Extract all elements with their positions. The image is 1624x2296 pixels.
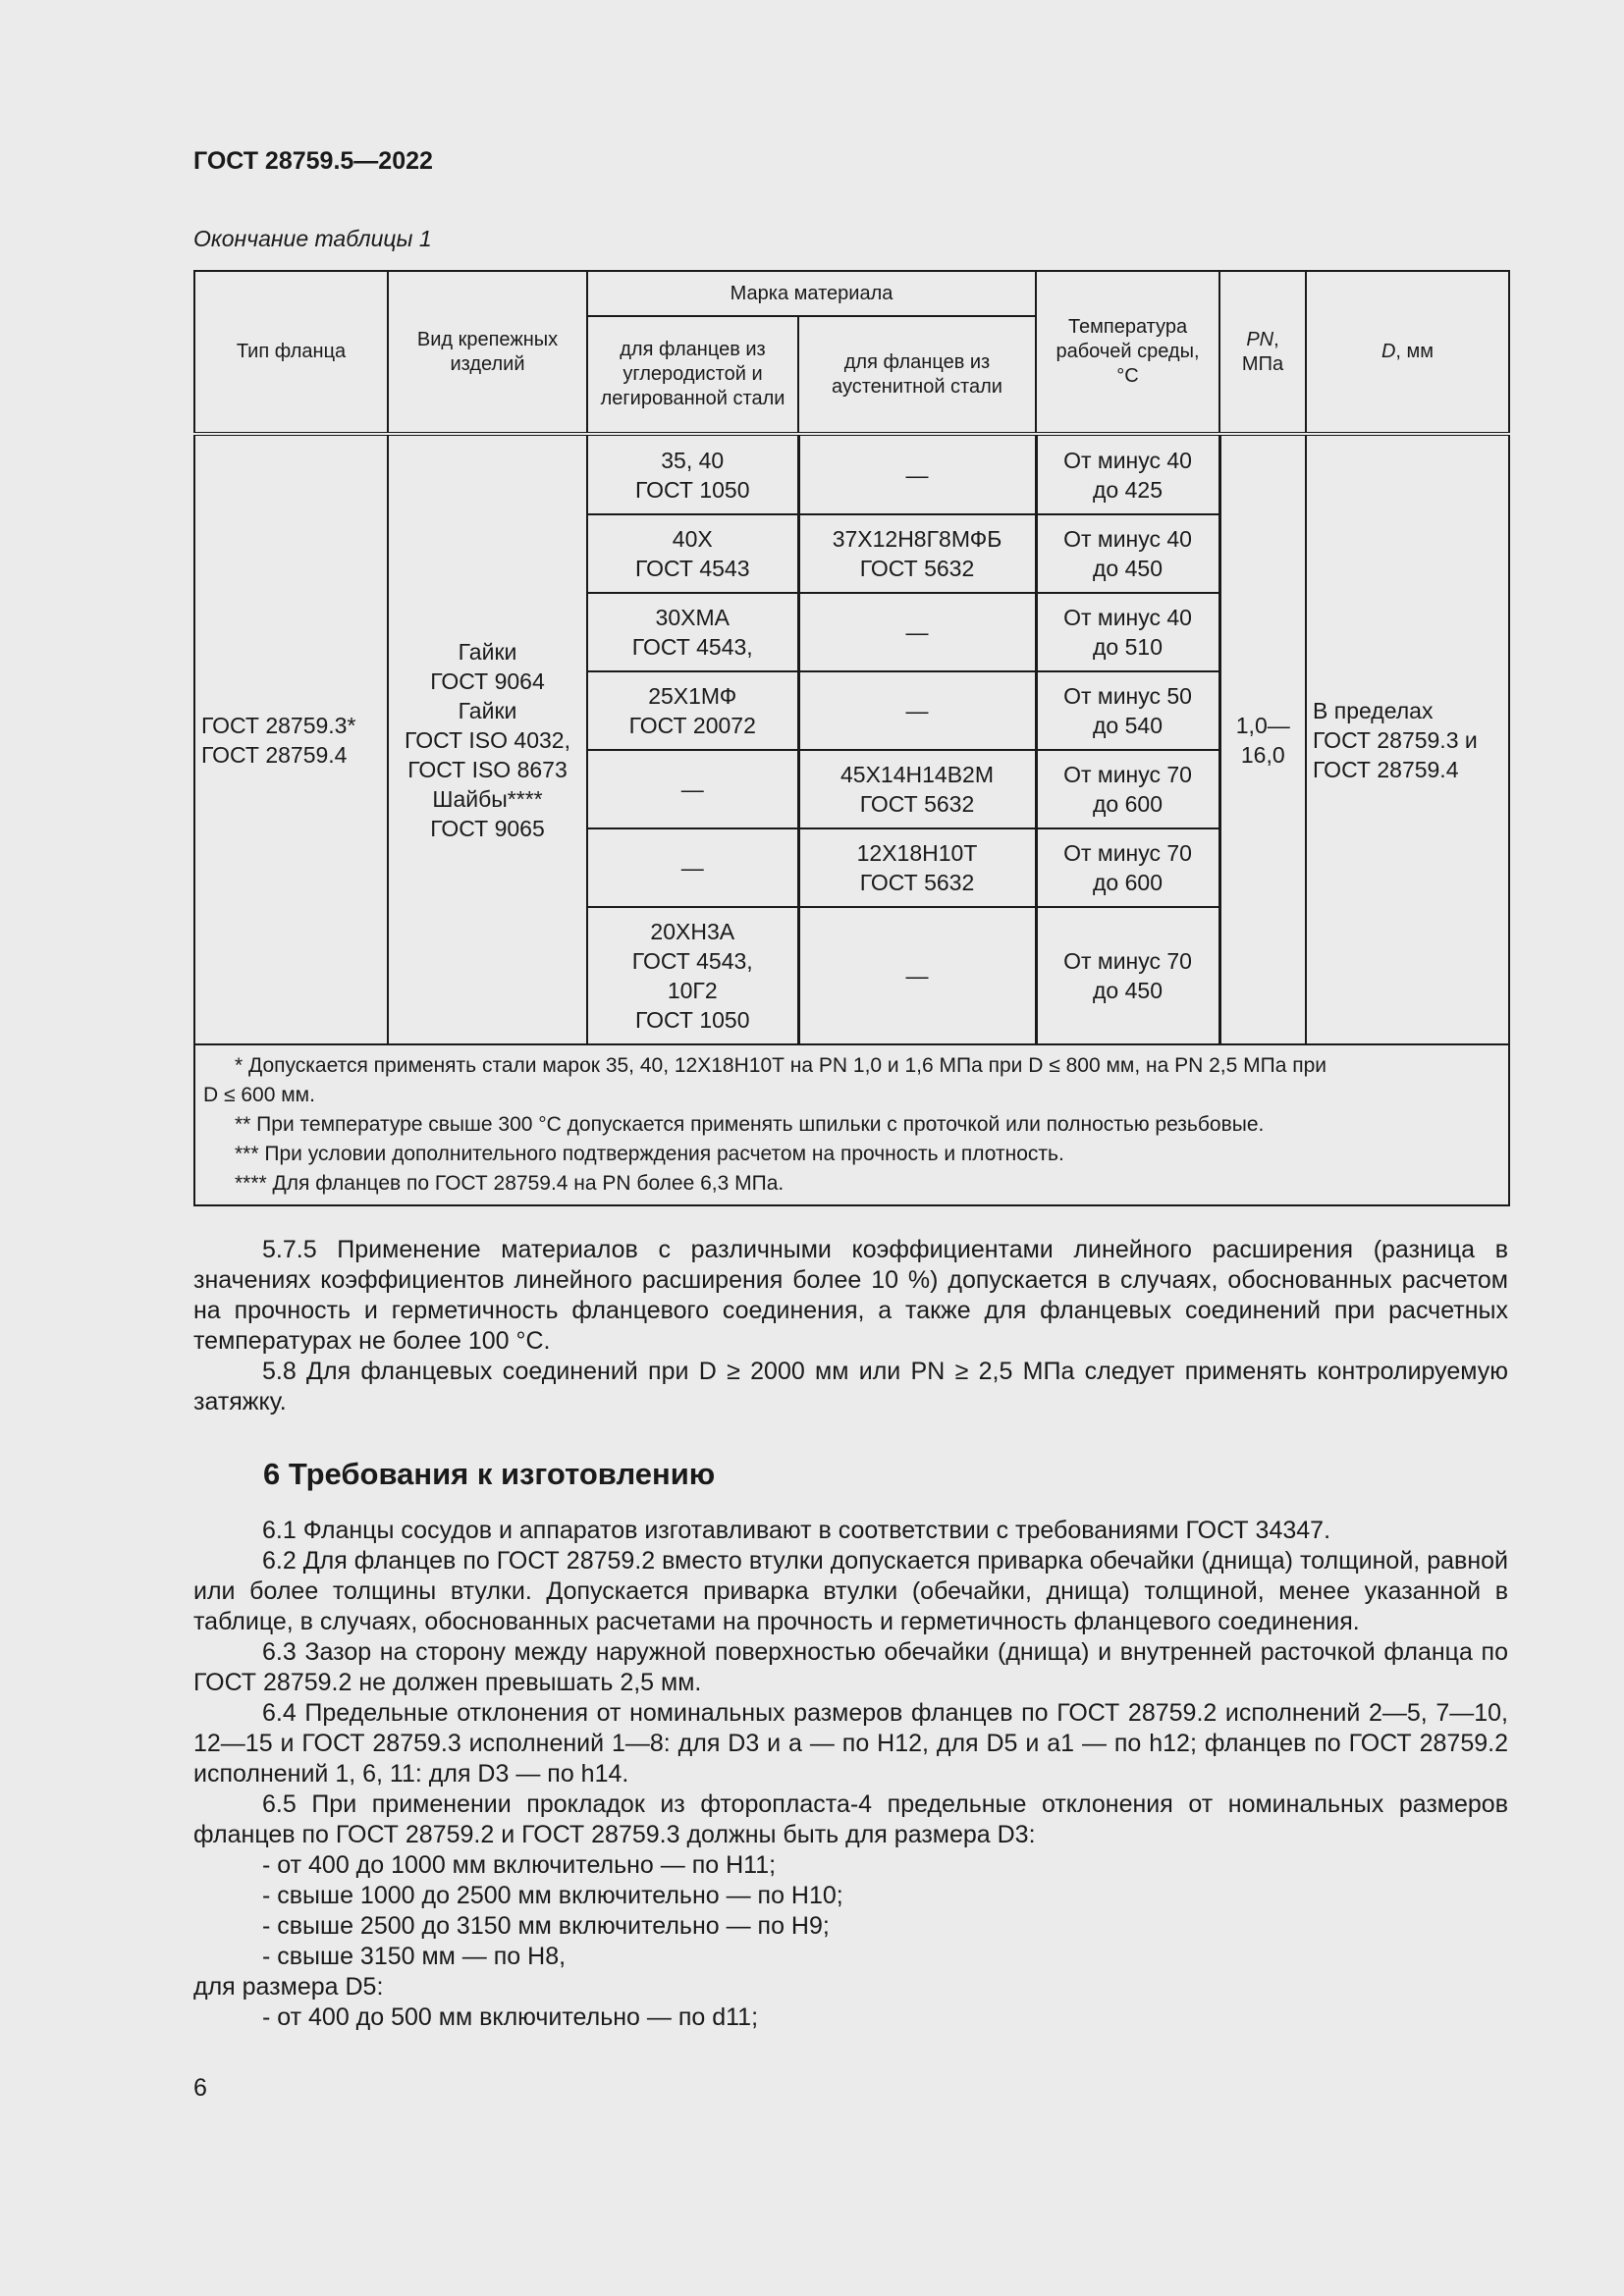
list-item: - от 400 до 1000 мм включительно — по Н11; [262,1851,777,1879]
section-5-text [193,1235,1508,1417]
austenitic-cell: 45Х14Н14В2М ГОСТ 5632 [798,750,1036,828]
document-number: ГОСТ 28759.5—2022 [193,147,433,175]
austenitic-cell: — [798,671,1036,750]
header-temperature: Температура рабочей среды, °С [1036,271,1219,434]
d-value-cell: В пределах ГОСТ 28759.3 и ГОСТ 28759.4 [1306,434,1509,1044]
paragraph-6-5: 6.5 При применении прокладок из фторопласта-4 предельные отклонения от номинальных размеров фланцев по ГОСТ 28759.2 и ГОСТ 28759.3 должны быть для размера D3: [193,1790,1508,1848]
temperature-cell: От минус 40 до 425 [1036,434,1219,514]
carbon-cell: 20ХН3А ГОСТ 4543, 10Г2 ГОСТ 1050 [587,907,798,1044]
austenitic-cell: — [798,434,1036,514]
carbon-cell: 35, 40 ГОСТ 1050 [587,434,798,514]
paragraph-6-4: 6.4 Предельные отклонения от номинальных размеров фланцев по ГОСТ 28759.2 исполнений 2—5, 7—10, 12—15 и ГОСТ 28759.3 исполнений 1—8: для D3 и a — по Н12, для D5 и a1 — по h12; фланцев по ГОСТ 28759.2 исполнений 1, 6, 11: для D3 — по h14. [193,1699,1508,1788]
flange-type-cell: ГОСТ 28759.3* ГОСТ 28759.4 [194,434,388,1044]
header-d: D, мм [1306,271,1509,434]
austenitic-cell: 37Х12Н8Г8МФБ ГОСТ 5632 [798,514,1036,593]
temperature-cell: От минус 50 до 540 [1036,671,1219,750]
header-pn: PN, МПа [1219,271,1306,434]
temperature-cell: От минус 70 до 600 [1036,828,1219,907]
carbon-cell: — [587,750,798,828]
header-material-austenitic: для фланцев из аустенитной стали [798,316,1036,434]
section-6-heading: 6 Требования к изготовлению [263,1457,716,1491]
fastener-cell: Гайки ГОСТ 9064 Гайки ГОСТ ISO 4032, ГОСТ ISO 8673 Шайбы**** ГОСТ 9065 [388,434,587,1044]
list-item: - свыше 1000 до 2500 мм включительно — по Н10; [262,1882,843,1909]
list-item: - свыше 3150 мм — по Н8, [262,1943,567,1970]
carbon-cell: 25Х1МФ ГОСТ 20072 [587,671,798,750]
list-item: - свыше 2500 до 3150 мм включительно — по Н9; [262,1912,830,1940]
table-notes [194,1044,1509,1205]
paragraph-6-1: 6.1 Фланцы сосудов и аппаратов изготавливают в соответствии с требованиями ГОСТ 34347. [262,1517,1331,1544]
d5-intro: для размера D5: [193,1973,384,2001]
page-number: 6 [193,2074,207,2102]
paragraph-6-3: 6.3 Зазор на сторону между наружной поверхностью обечайки (днища) и внутренней расточкой фланца по ГОСТ 28759.2 не должен превышать 2,5 мм. [193,1638,1508,1696]
austenitic-cell: 12Х18Н10Т ГОСТ 5632 [798,828,1036,907]
header-fastener-type: Вид крепежных изделий [388,271,587,434]
note-4: **** Для фланцев по ГОСТ 28759.4 на PN более 6,3 МПа. [235,1172,785,1195]
carbon-cell: 40Х ГОСТ 4543 [587,514,798,593]
note-3: *** При условии дополнительного подтверждения расчетом на прочность и плотность. [235,1143,1064,1165]
paragraph-5-7-5: 5.7.5 Применение материалов с различными коэффициентами линейного расширения (разница в значениях коэффициентов линейного расширения более 10 %) допускается в случаях, обоснованных расчетом на прочность и герметичность фланцевого соединения, а также для фланцевых соединений при расчетных температурах не более 100 °С. [193,1236,1508,1355]
list-item: - от 400 до 500 мм включительно — по d11; [262,2003,759,2031]
temperature-cell: От минус 40 до 510 [1036,593,1219,671]
header-flange-type: Тип фланца [194,271,388,434]
header-material-group: Марка материала [587,271,1036,316]
temperature-cell: От минус 40 до 450 [1036,514,1219,593]
paragraph-6-2: 6.2 Для фланцев по ГОСТ 28759.2 вместо втулки допускается приварка обечайки (днища) толщиной, равной или более толщины втулки. Допускается приварка втулки (обечайки, днища) толщиной, менее указанной в таблице, в случаях, обоснованных расчетами на прочность и герметичность фланцевого соединения. [193,1547,1508,1635]
austenitic-cell: — [798,593,1036,671]
carbon-cell: — [587,828,798,907]
table-caption: Окончание таблицы 1 [193,226,432,251]
note-2: ** При температуре свыше 300 °С допускается применять шпильки с проточкой или полностью резьбовые. [235,1113,1265,1136]
paragraph-5-8: 5.8 Для фланцевых соединений при D ≥ 2000 мм или PN ≥ 2,5 МПа следует применять контролируемую затяжку. [193,1358,1508,1415]
pn-value-cell: 1,0— 16,0 [1219,434,1306,1044]
note-1: * Допускается применять стали марок 35, 40, 12Х18Н10Т на PN 1,0 и 1,6 МПа при D ≤ 800 мм, на PN 2,5 МПа при [235,1054,1327,1077]
header-material-carbon: для фланцев из углеродистой и легированной стали [587,316,798,434]
temperature-cell: От минус 70 до 450 [1036,907,1219,1044]
austenitic-cell: — [798,907,1036,1044]
carbon-cell: 30ХМА ГОСТ 4543, [587,593,798,671]
materials-table [193,270,1510,1206]
section-6-text [193,1516,1508,2033]
temperature-cell: От минус 70 до 600 [1036,750,1219,828]
note-1-cont: D ≤ 600 мм. [203,1084,315,1106]
